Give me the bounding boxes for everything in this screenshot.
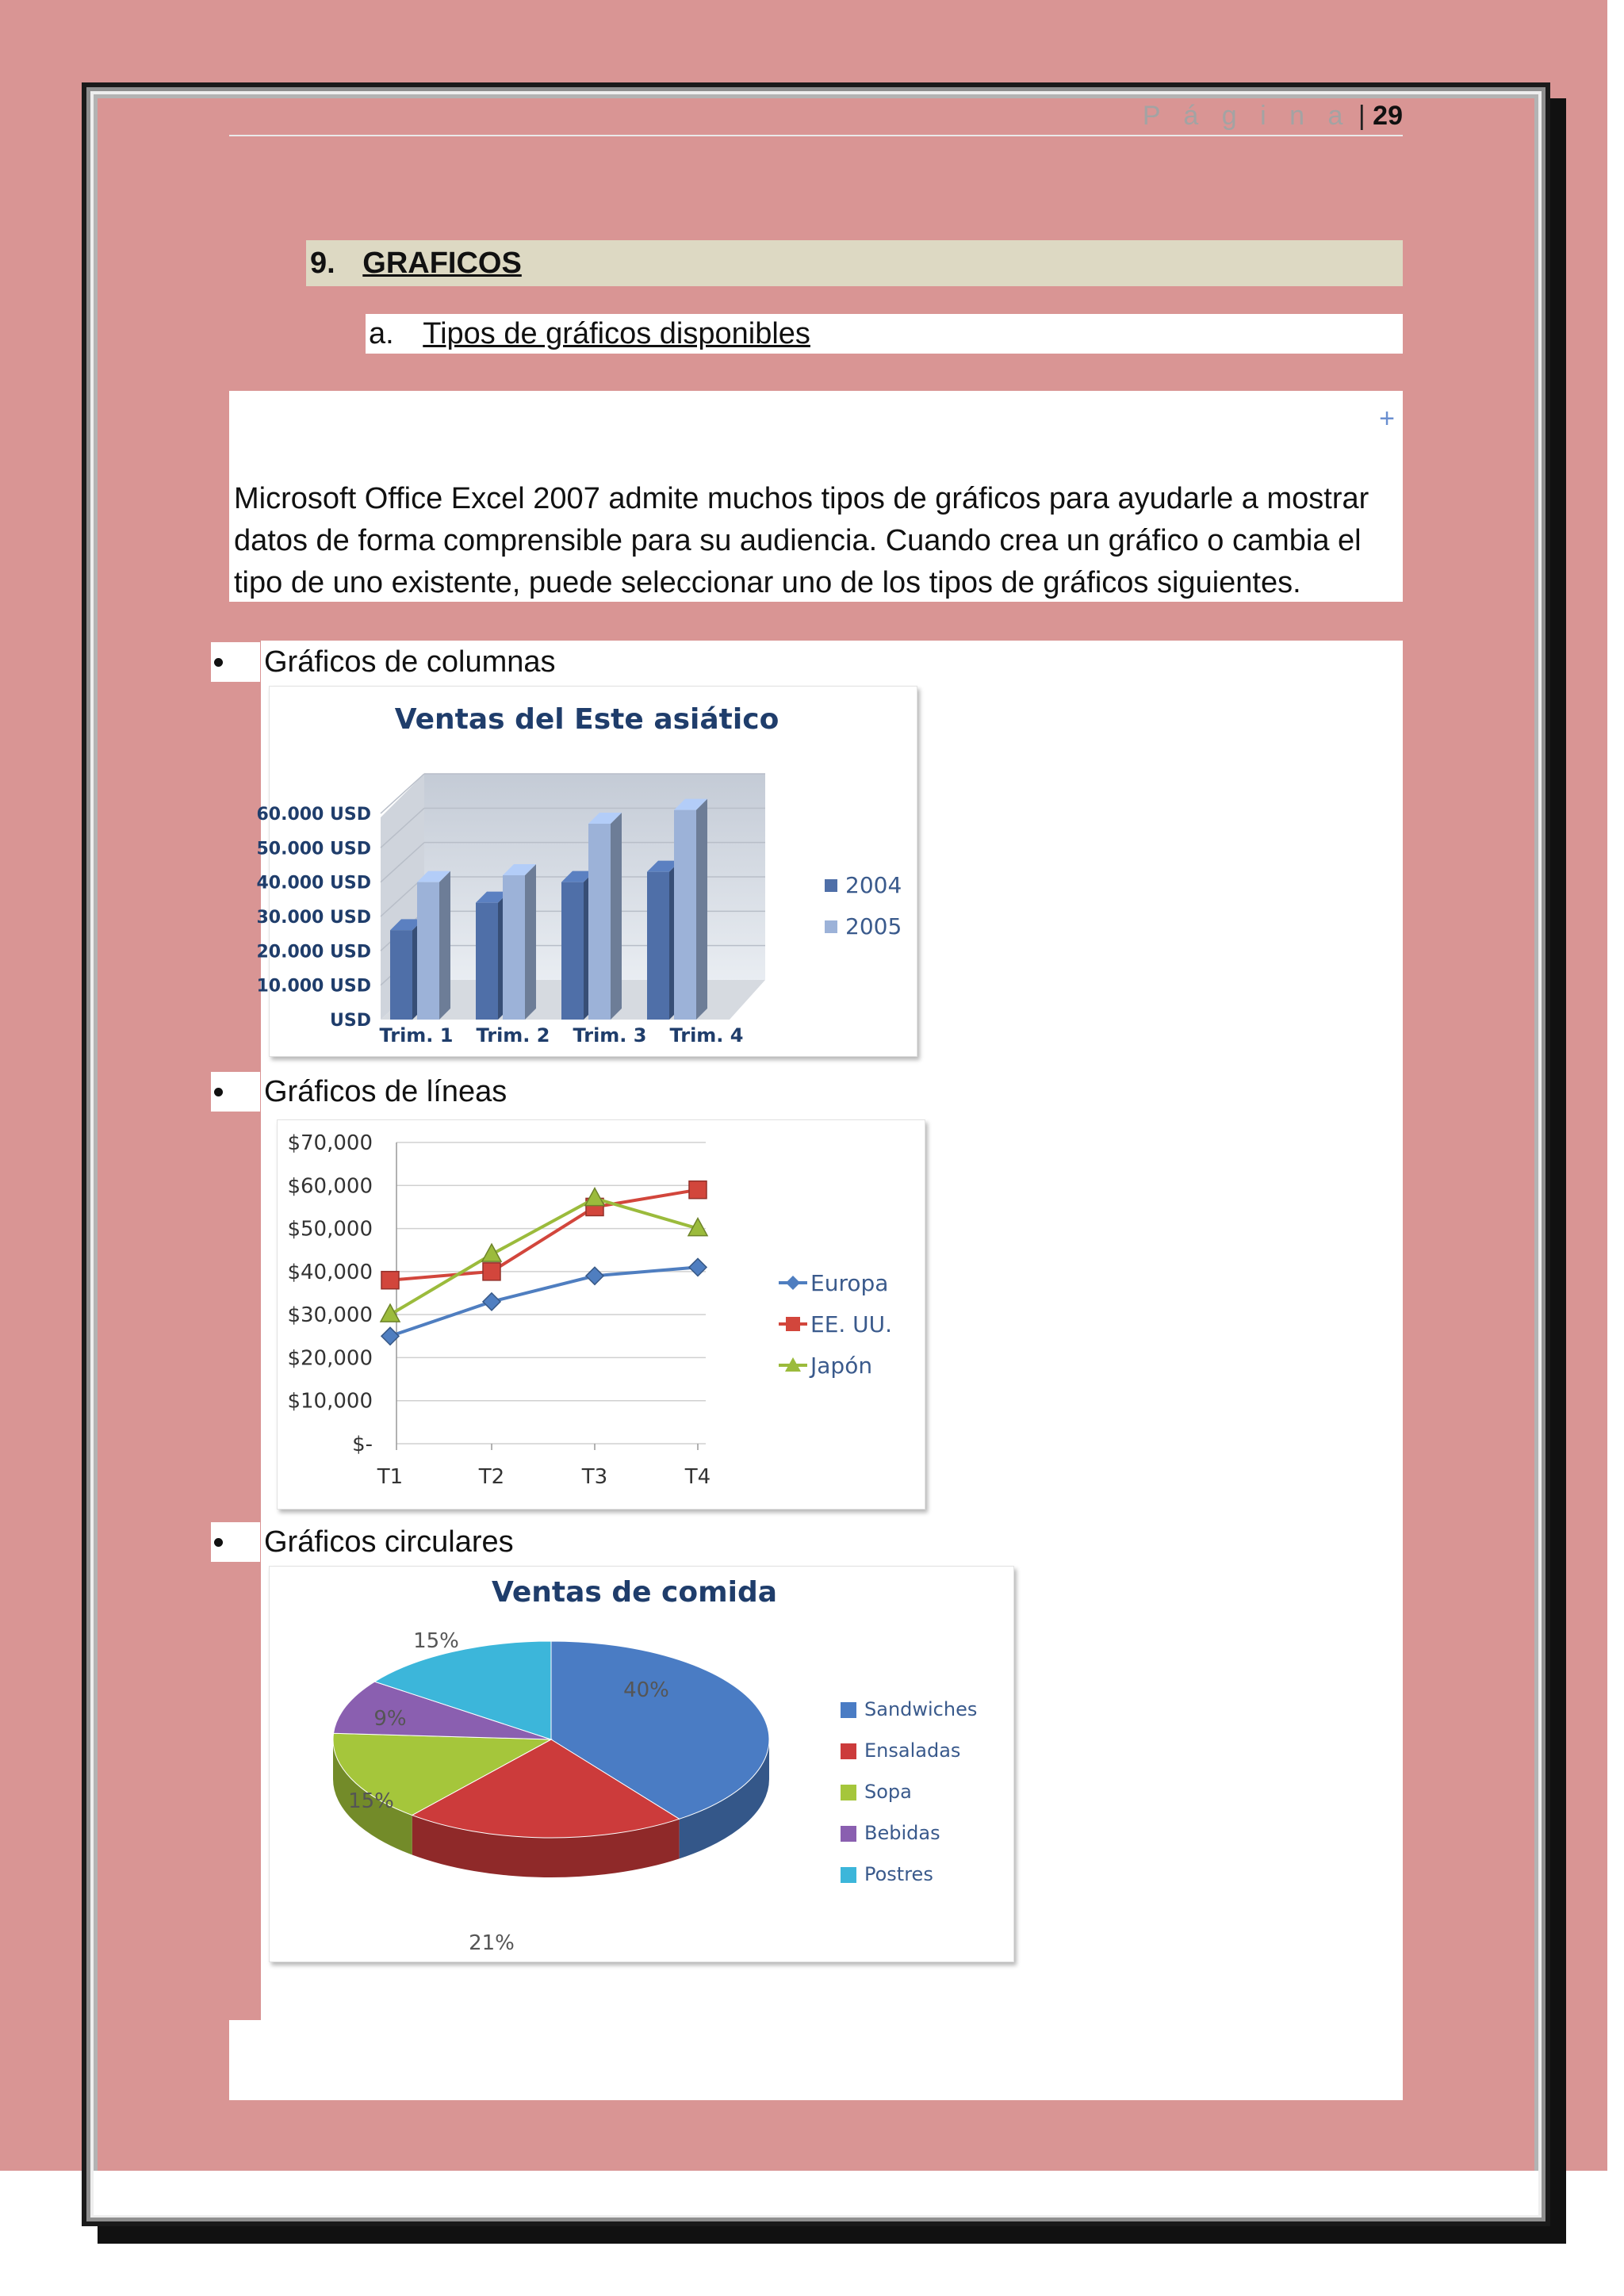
series-line <box>390 1190 698 1280</box>
page-label: P á g i n a <box>1142 101 1351 131</box>
y-tick-label: USD <box>330 1011 371 1031</box>
y-tick-label: $40,000 <box>287 1260 373 1284</box>
intro-paragraph: Microsoft Office Excel 2007 admite muchos tipos de gráficos para ayudarle a mostrar datos de forma comprensible para su audiencia. Cuando crea un gráfico o cambia el tipo de uno existente, puede seleccionar uno de los tipos de gráficos siguientes. <box>234 482 1369 599</box>
x-tick-label: Trim. 3 <box>573 1024 647 1047</box>
pie-chart <box>269 1566 1014 1962</box>
legend-label: Bebidas <box>864 1822 940 1844</box>
bar-front <box>674 810 696 1020</box>
y-tick-label: $50,000 <box>287 1217 373 1242</box>
y-tick-label: $70,000 <box>287 1131 373 1155</box>
y-tick-label: 40.000 USD <box>256 873 371 894</box>
bullet-icon <box>211 1072 260 1112</box>
column-chart-svg <box>256 687 918 1058</box>
bullet-text: Gráficos de columnas <box>264 645 556 679</box>
bar-side <box>696 799 707 1020</box>
x-tick-label: Trim. 1 <box>379 1024 454 1047</box>
series-Japón <box>381 1188 707 1322</box>
page-header <box>229 98 1403 136</box>
bar-side <box>525 864 536 1020</box>
data-point <box>482 1244 501 1261</box>
y-tick-label: $- <box>352 1433 373 1456</box>
header-separator: | <box>1358 101 1365 131</box>
line-chart <box>277 1119 925 1510</box>
bar-2005-2 <box>503 864 536 1020</box>
y-tick-label: $30,000 <box>287 1303 373 1328</box>
intro-block <box>229 391 1403 602</box>
pie-data-label: 40% <box>623 1678 669 1702</box>
subsection-title: Tipos de gráficos disponibles <box>423 317 810 350</box>
y-tick-label: 30.000 USD <box>256 908 371 928</box>
bar-2005-1 <box>417 871 450 1020</box>
y-tick-label: 60.000 USD <box>256 805 371 825</box>
pie-data-label: 21% <box>469 1931 515 1955</box>
legend-label: Postres <box>864 1863 933 1885</box>
legend-label: Japón <box>810 1353 873 1379</box>
bar-2005-4 <box>674 799 707 1020</box>
legend-label: Ensaladas <box>864 1739 961 1762</box>
legend-label: EE. UU. <box>810 1311 893 1337</box>
y-tick-label: $20,000 <box>287 1346 373 1371</box>
y-tick-label: 20.000 USD <box>256 942 371 962</box>
frame-bottom-strip <box>94 2171 1538 2215</box>
bullet-icon <box>211 642 260 682</box>
chart-title: Ventas de comida <box>491 1576 778 1609</box>
section-title: GRAFICOS <box>362 247 522 280</box>
x-tick-label: T4 <box>684 1465 711 1489</box>
legend-marker <box>786 1317 800 1331</box>
bar-front <box>561 882 584 1020</box>
x-tick-label: T2 <box>478 1465 505 1489</box>
legend-swatch <box>825 920 837 933</box>
legend-swatch <box>841 1867 856 1883</box>
bar-side <box>439 871 450 1020</box>
data-point <box>381 1272 399 1289</box>
y-tick-label: 10.000 USD <box>256 976 371 997</box>
data-point <box>585 1188 604 1206</box>
legend-swatch <box>841 1702 856 1718</box>
bar-front <box>588 824 611 1020</box>
data-point <box>483 1293 500 1311</box>
subsection-heading <box>366 314 1403 354</box>
legend-marker <box>786 1276 800 1290</box>
legend-swatch <box>841 1785 856 1800</box>
bar-front <box>647 872 669 1020</box>
legend-label: Sopa <box>864 1781 912 1803</box>
bullet-pies <box>211 1522 1400 1562</box>
bullet-columns <box>211 642 1400 682</box>
legend-label: 2005 <box>845 913 902 939</box>
x-tick-label: Trim. 2 <box>476 1024 550 1047</box>
legend-swatch <box>825 879 837 892</box>
y-tick-label: $60,000 <box>287 1174 373 1199</box>
bar-2005-3 <box>588 813 622 1020</box>
series-EE. UU. <box>381 1181 707 1289</box>
series-line <box>390 1199 698 1315</box>
pie-data-label: 9% <box>373 1707 407 1731</box>
bar-front <box>417 882 439 1020</box>
bullet-icon <box>211 1522 260 1562</box>
legend-label: Sandwiches <box>864 1698 978 1720</box>
bar-side <box>611 813 622 1020</box>
data-point <box>483 1263 500 1280</box>
subsection-letter: a. <box>369 317 394 350</box>
pie-chart-svg <box>270 1567 1015 1963</box>
y-tick-label: $10,000 <box>287 1389 373 1414</box>
bullet-lines <box>211 1072 1400 1112</box>
bar-front <box>390 930 412 1020</box>
plus-icon[interactable]: + <box>1379 404 1395 434</box>
x-tick-label: T3 <box>581 1465 608 1489</box>
section-number: 9. <box>310 247 335 280</box>
page-number: 29 <box>1373 101 1403 131</box>
legend-swatch <box>841 1826 856 1842</box>
x-tick-label: Trim. 4 <box>669 1024 744 1047</box>
bullet-text: Gráficos circulares <box>264 1525 514 1559</box>
line-chart-svg <box>278 1120 926 1510</box>
pie-data-label: 15% <box>413 1629 459 1653</box>
legend-label: 2004 <box>845 872 902 898</box>
x-tick-label: T1 <box>377 1465 404 1489</box>
section-heading <box>306 240 1403 286</box>
bar-front <box>476 903 498 1020</box>
column-chart <box>256 686 917 1057</box>
data-point <box>689 1181 707 1199</box>
data-point <box>689 1258 707 1276</box>
y-tick-label: 50.000 USD <box>256 839 371 859</box>
bullet-text: Gráficos de líneas <box>264 1075 508 1108</box>
pie-data-label: 15% <box>348 1789 394 1813</box>
legend-label: Europa <box>810 1270 889 1296</box>
chart-title: Ventas del Este asiático <box>394 703 779 736</box>
bar-front <box>503 875 525 1020</box>
data-point <box>586 1267 603 1284</box>
legend-swatch <box>841 1743 856 1759</box>
